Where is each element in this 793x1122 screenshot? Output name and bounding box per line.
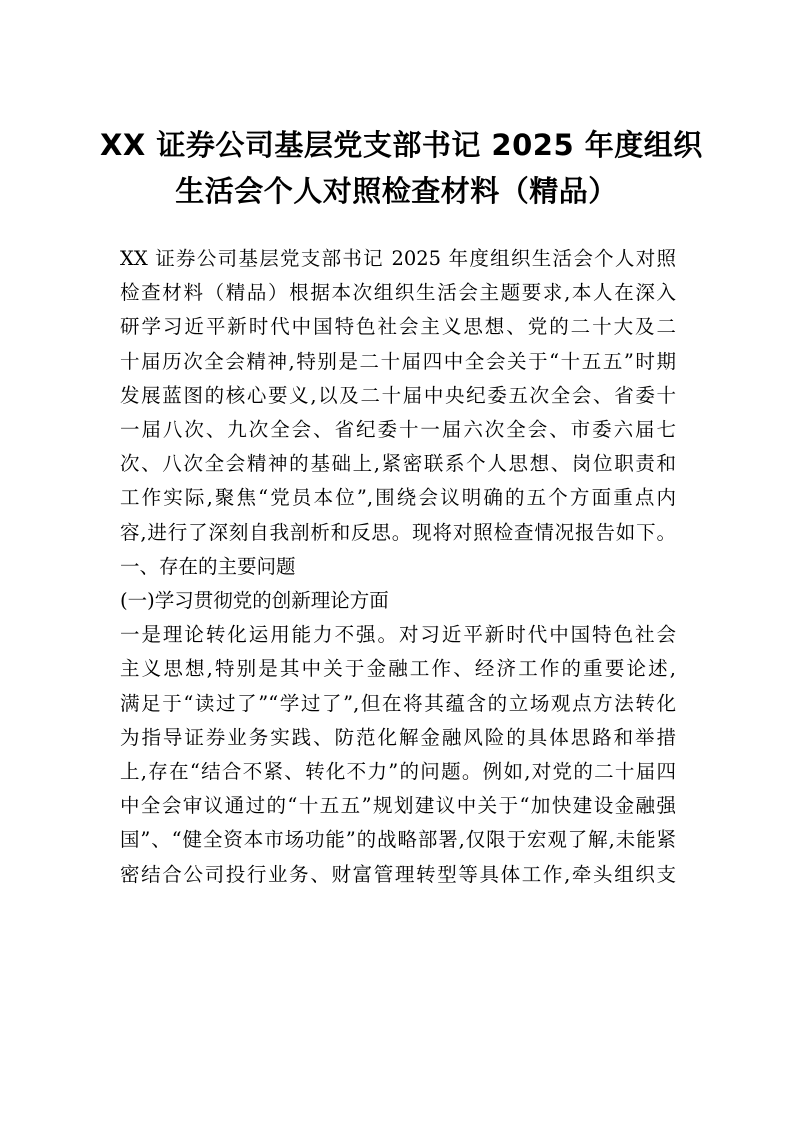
subsection-heading: (一)学习贯彻党的创新理论方面 <box>120 589 389 613</box>
body-line: 一届八次、九次全会、省纪委十一届六次全会、市委六届七 <box>120 418 676 442</box>
title-line-2: 生活会个人对照检查材料（精品） <box>175 174 618 208</box>
body-line: 中全会审议通过的“十五五”规划建议中关于“加快建设金融强 <box>120 794 676 818</box>
body-line: 国”、“健全资本市场功能”的战略部署,仅限于宏观了解,未能紧 <box>120 828 676 852</box>
body-line: 密结合公司投行业务、财富管理转型等具体工作,牵头组织支 <box>120 862 676 886</box>
body-line: 研学习近平新时代中国特色社会主义思想、党的二十大及二 <box>120 315 676 339</box>
body-line: 满足于“读过了”“学过了”,但在将其蕴含的立场观点方法转化 <box>120 691 676 715</box>
body-line: 主义思想,特别是其中关于金融工作、经济工作的重要论述, <box>120 657 676 681</box>
body-line: 十届历次全会精神,特别是二十届四中全会关于“十五五”时期 <box>120 349 676 373</box>
title-line-1: XX 证券公司基层党支部书记 2025 年度组织 <box>100 128 703 162</box>
body-line: 检查材料（精品）根据本次组织生活会主题要求,本人在深入 <box>120 281 676 305</box>
body-line: 次、八次全会精神的基础上,紧密联系个人思想、岗位职责和 <box>120 452 676 476</box>
body-line: 上,存在“结合不紧、转化不力”的问题。例如,对党的二十届四 <box>120 760 676 784</box>
body-line: 为指导证券业务实践、防范化解金融风险的具体思路和举措 <box>120 725 676 749</box>
body-line: XX 证券公司基层党支部书记 2025 年度组织生活会个人对照 <box>120 247 676 270</box>
document-body <box>120 242 676 892</box>
body-line: 一是理论转化运用能力不强。对习近平新时代中国特色社会 <box>120 623 676 647</box>
body-line: 发展蓝图的核心要义,以及二十届中央纪委五次全会、省委十 <box>120 383 676 407</box>
section-heading: 一、存在的主要问题 <box>120 554 296 578</box>
body-line: 工作实际,聚焦“党员本位”,围绕会议明确的五个方面重点内 <box>120 486 676 510</box>
body-line: 容,进行了深刻自我剖析和反思。现将对照检查情况报告如下。 <box>120 520 676 544</box>
document-title <box>100 122 703 214</box>
